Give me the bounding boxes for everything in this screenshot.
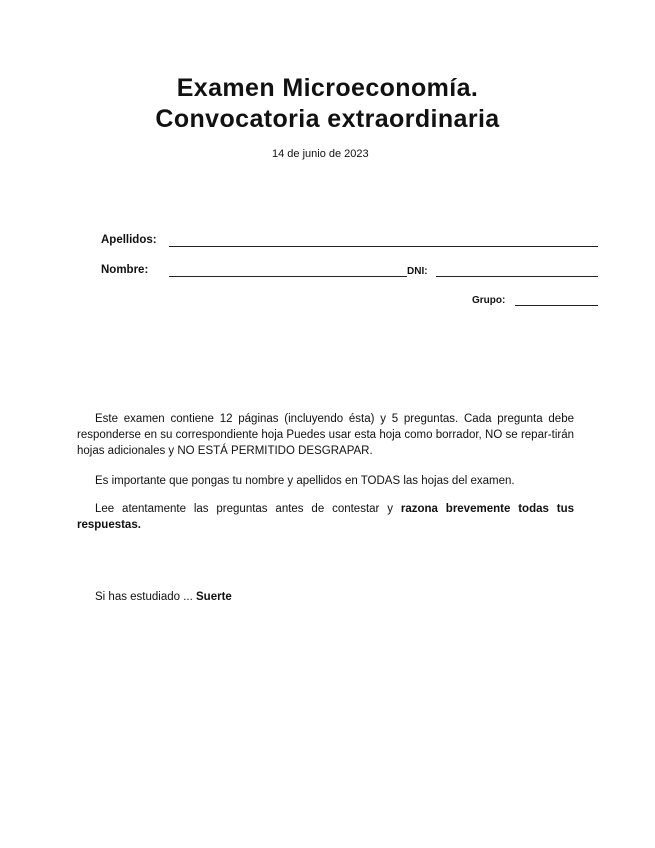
instructions-paragraph-2: Es importante que pongas tu nombre y apellidos en TODAS las hojas del examen.	[95, 475, 515, 487]
apellidos-label: Apellidos:	[101, 234, 157, 246]
page-title-line-1: Examen Microeconomía.	[176, 74, 479, 102]
nombre-field[interactable]	[169, 276, 407, 277]
grupo-field[interactable]	[515, 305, 598, 306]
instructions-paragraph-3-bold: razona brevemente todas tus respuestas.	[77, 503, 574, 531]
nombre-label: Nombre:	[101, 264, 149, 276]
instructions-paragraph-3-text: Lee atentamente las preguntas antes de contestar y	[95, 503, 401, 515]
instructions-paragraph-3	[77, 501, 574, 533]
dni-label: DNI:	[407, 266, 428, 277]
exam-date: 14 de junio de 2023	[272, 148, 369, 160]
instructions-paragraph-1: Este examen contiene 12 páginas (incluyendo ésta) y 5 preguntas. Cada pregunta debe responderse en su correspondiente hoja Puedes usar esta hoja como borrador, NO se repar-tirán hojas adicionales y NO ESTÁ PERMITIDO DESGRAPAR.	[77, 413, 574, 457]
closing-line	[95, 591, 232, 603]
apellidos-field[interactable]	[169, 246, 598, 247]
page-title-line-2: Convocatoria extraordinaria	[155, 105, 500, 133]
grupo-label: Grupo:	[472, 295, 506, 306]
closing-bold-word: Suerte	[196, 591, 232, 603]
dni-field[interactable]	[436, 276, 598, 277]
closing-text: Si has estudiado ...	[95, 591, 197, 603]
